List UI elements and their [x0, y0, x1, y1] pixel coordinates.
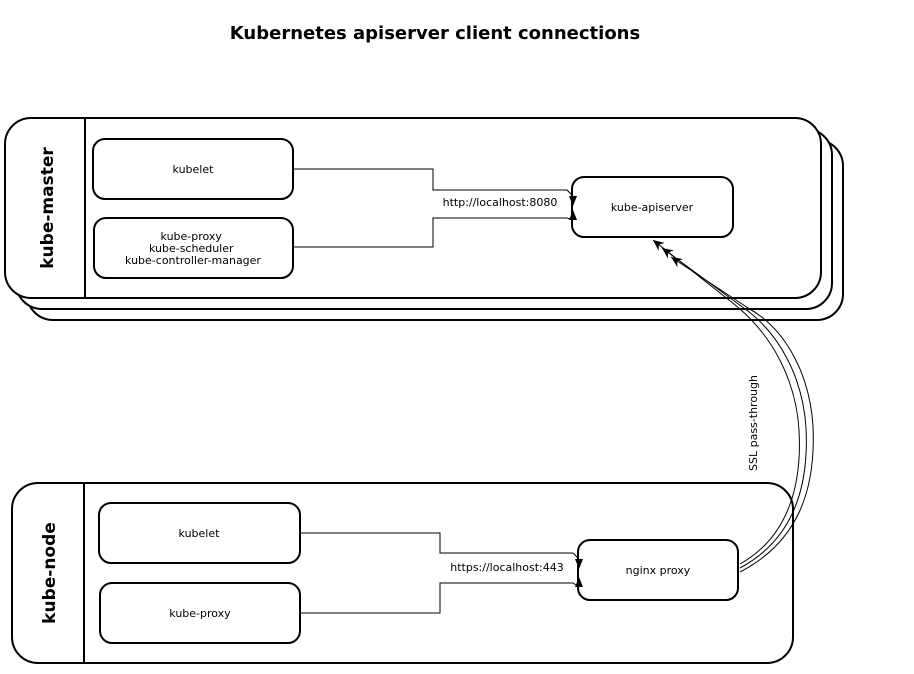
- master-edge-label: http://localhost:8080: [442, 196, 558, 209]
- diagram-title: Kubernetes apiserver client connections: [229, 23, 641, 44]
- master-proxy-scheduler-controller-label: kube-proxy kube-scheduler kube-controller-manager: [125, 230, 261, 267]
- node-kubelet-label: kubelet: [178, 527, 220, 540]
- ssl-edge-label: SSL pass-through: [747, 375, 760, 471]
- node-edge-label: https://localhost:443: [450, 561, 564, 574]
- nginx-proxy-label: nginx proxy: [625, 564, 691, 577]
- kube-master-group: [5, 118, 843, 320]
- kube-node-label: kube-node: [40, 522, 60, 624]
- kube-apiserver-label: kube-apiserver: [610, 201, 694, 214]
- node-kube-proxy-label: kube-proxy: [169, 607, 231, 620]
- master-kubelet-label: kubelet: [172, 163, 214, 176]
- kube-master-label: kube-master: [38, 147, 58, 269]
- kube-node-group: [12, 483, 793, 663]
